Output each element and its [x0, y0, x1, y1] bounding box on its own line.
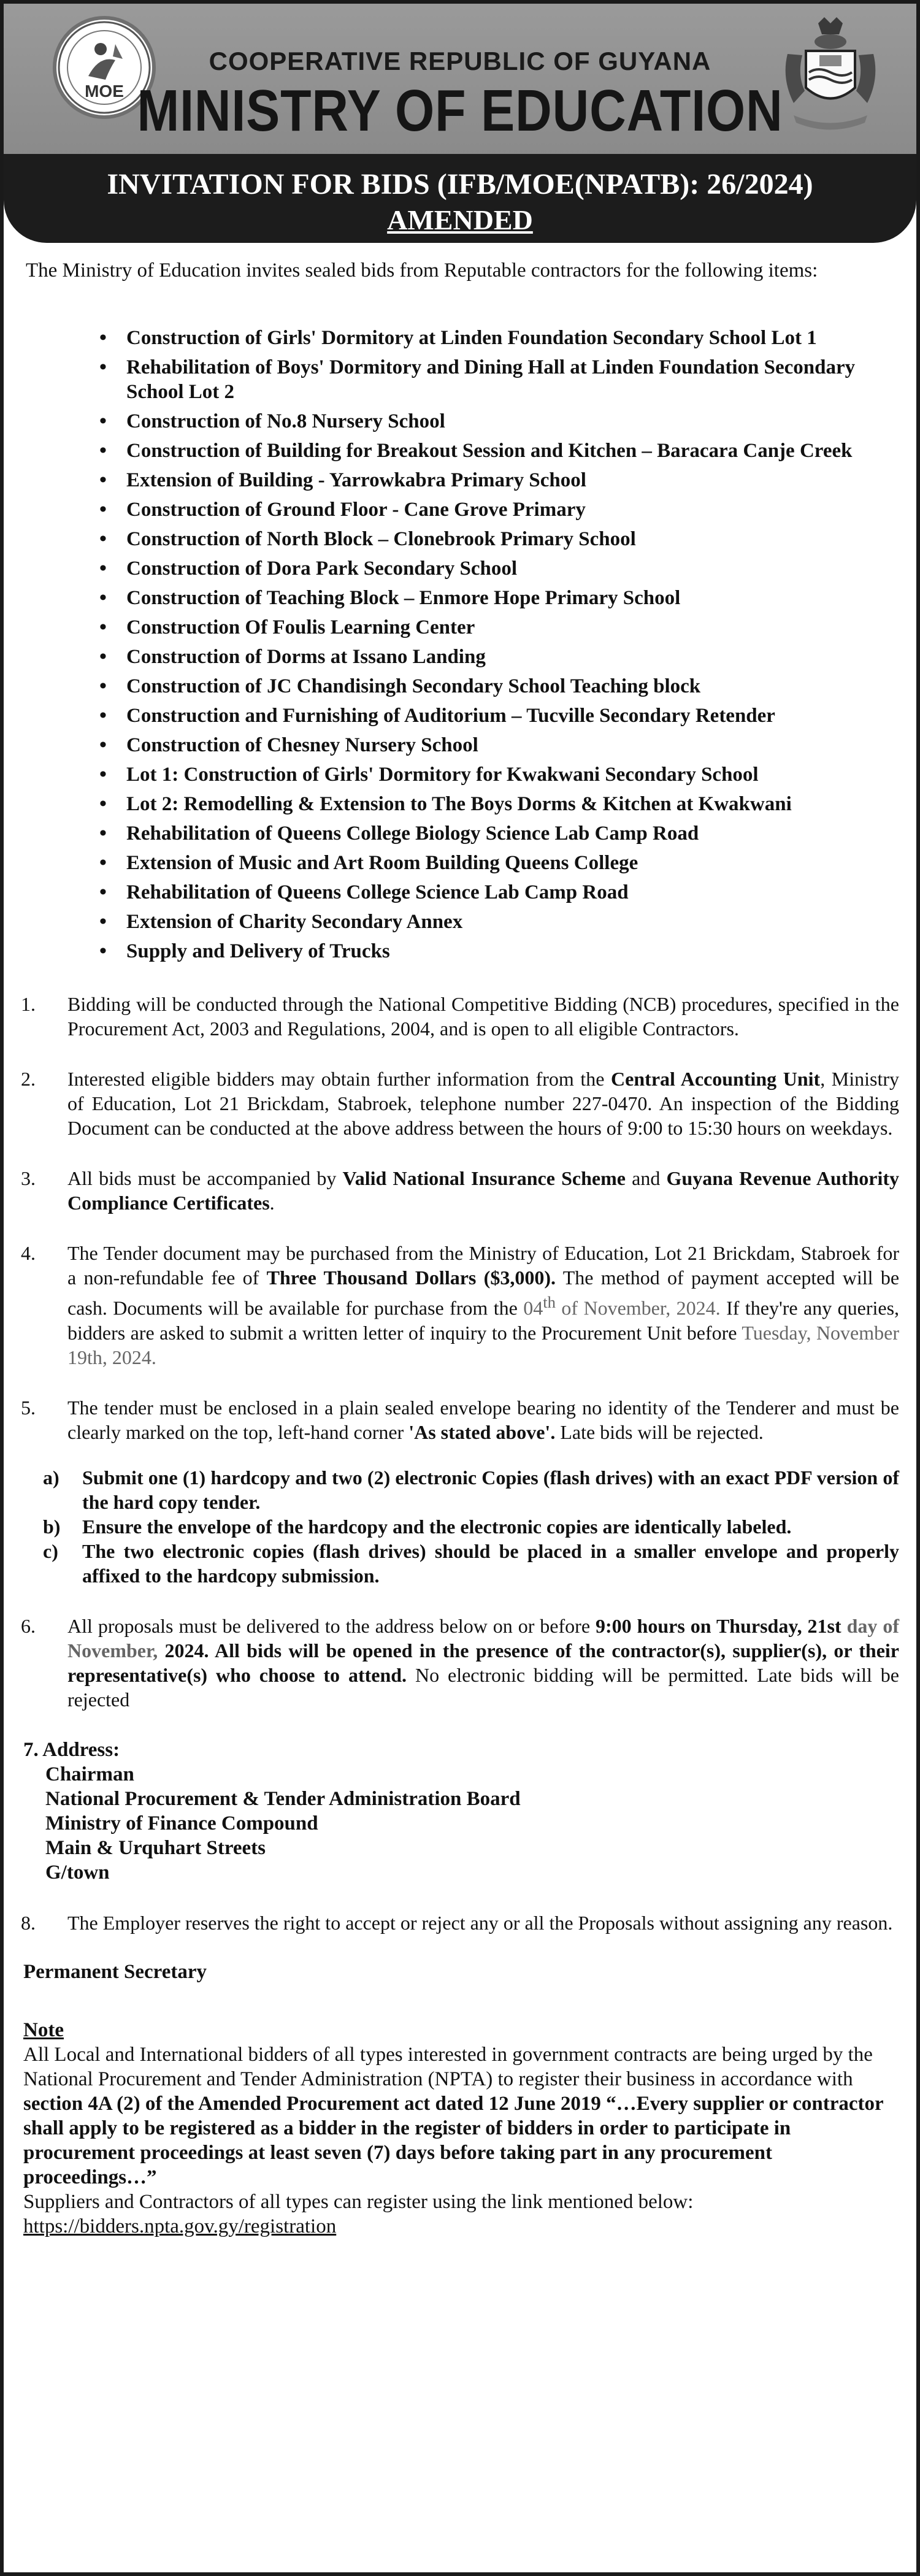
address-line: Main & Urquhart Streets	[45, 1836, 266, 1859]
registration-link[interactable]: https://bidders.npta.gov.gy/registration	[23, 2215, 337, 2237]
list-item: • Construction of North Block – Clonebrook Primary School	[126, 527, 887, 551]
clause-emphasis: Three Thousand Dollars ($3,000).	[266, 1267, 556, 1289]
registration-note	[23, 2018, 894, 2239]
list-item: • Construction of JC Chandisingh Secondary School Teaching block	[126, 674, 887, 699]
requirement-text: Submit one (1) hardcopy and two (2) electronic Copies (flash drives) with an exact PDF version of the hard copy tender.	[82, 1466, 899, 1513]
list-item: • Lot 1: Construction of Girls' Dormitory for Kwakwani Secondary School	[126, 762, 887, 787]
list-item: • Extension of Building - Yarrowkabra Primary School	[126, 468, 887, 493]
address-line: Ministry of Finance Compound	[45, 1812, 318, 1834]
clause-text: No electronic bidding will be permitted. Late bids will be rejected	[67, 1663, 900, 1711]
clause-number: 3.	[21, 1167, 36, 1189]
list-item: • Rehabilitation of Queens College Biology Science Lab Camp Road	[126, 821, 887, 846]
notice-header	[4, 4, 916, 236]
clause-1	[21, 992, 899, 1041]
clause-text: Bidding will be conducted through the National Competitive Bidding (NCB) procedures, specified in the Procurement Act, 2003 and Regulations, 2004, and is open to all eligible Contractors.	[67, 993, 899, 1040]
clause-4	[21, 1241, 899, 1370]
country-name: COOPERATIVE REPUBLIC OF GUYANA	[209, 47, 711, 75]
guyana-coat-of-arms-icon	[775, 17, 886, 134]
requirement-a	[43, 1465, 899, 1514]
clause-text: If they're any queries, bidders are asked to submit a written letter of inquiry to the Procurement Unit before	[67, 1297, 900, 1344]
purchase-start-date: of November, 2024.	[555, 1297, 721, 1319]
clause-emphasis: 'As stated above'.	[408, 1420, 556, 1443]
address-lines	[23, 1762, 899, 1885]
svg-text:MOE: MOE	[85, 82, 124, 101]
submission-requirements	[21, 1465, 899, 1588]
clause-emphasis: Guyana Revenue Authority Compliance Certificates	[67, 1167, 900, 1214]
list-item: • Construction of Dorms at Issano Landing	[126, 645, 887, 669]
requirement-letter: a)	[43, 1466, 59, 1489]
clause-number: 1.	[21, 993, 36, 1015]
clause-text: All proposals must be delivered to the address below on or before	[67, 1614, 596, 1637]
deadline-month: day of November,	[67, 1614, 900, 1662]
clause-8	[21, 1911, 899, 1935]
clause-emphasis: Valid National Insurance Scheme	[342, 1167, 626, 1189]
clause-text: The Employer reserves the right to accept or reject any or all the Proposals without assigning any reason.	[67, 1911, 893, 1934]
list-item: • Extension of Charity Secondary Annex	[126, 910, 887, 934]
list-item: • Construction of Ground Floor - Cane Grove Primary	[126, 497, 887, 522]
clause-emphasis: 2024. All bids will be opened in the presence of the contractor(s), supplier(s), or their representative(s) who choose to attend.	[67, 1639, 899, 1686]
clause-3	[21, 1166, 899, 1215]
list-item: • Rehabilitation of Queens College Science Lab Camp Road	[126, 880, 887, 905]
clause-emphasis: 9:00 hours on Thursday, 21st	[595, 1614, 841, 1637]
clause-text: The method of payment accepted will be cash. Documents will be available for purchase from the	[67, 1267, 900, 1319]
clause-emphasis: Central Accounting Unit	[611, 1068, 821, 1090]
title-banner	[4, 154, 916, 243]
requirement-text: Ensure the envelope of the hardcopy and the electronic copies are identically labeled.	[82, 1515, 792, 1538]
clause-text: , Ministry of Education, Lot 21 Brickdam, Stabroek, telephone number 227-0470. An inspection of the Bidding Document can be conducted at the above address between the hours of 9:00 to 15:30 hours on weekdays.	[67, 1068, 900, 1139]
ministry-name: MINISTRY OF EDUCATION	[137, 78, 783, 144]
note-text: All Local and International bidders of all types interested in government contracts are being urged by the National Procurement and Tender Administration (NPTA) to register their business in accordance with	[23, 2043, 873, 2090]
submission-address	[23, 1738, 899, 1885]
list-item: • Construction of Teaching Block – Enmore Hope Primary School	[126, 586, 887, 610]
address-heading: 7. Address:	[23, 1738, 120, 1761]
list-item: • Construction and Furnishing of Auditorium – Tucville Secondary Retender	[126, 703, 887, 728]
clause-text: The tender must be enclosed in a plain sealed envelope bearing no identity of the Tenderer and must be clearly marked on the top, left-hand corner	[67, 1396, 899, 1443]
clause-text: and	[625, 1167, 667, 1189]
requirement-b	[43, 1514, 899, 1539]
clause-6	[21, 1614, 899, 1712]
address-line: Chairman	[45, 1763, 134, 1785]
clause-text: Late bids will be rejected.	[555, 1420, 764, 1443]
clause-number: 2.	[21, 1068, 36, 1090]
list-item: • Lot 2: Remodelling & Extension to The Boys Dorms & Kitchen at Kwakwani	[126, 792, 887, 816]
list-item: • Construction of Chesney Nursery School	[126, 733, 887, 757]
list-item: • Extension of Music and Art Room Building Queens College	[126, 851, 887, 875]
clause-number: 6.	[21, 1614, 36, 1637]
requirement-c	[43, 1539, 899, 1588]
list-item: • Supply and Delivery of Trucks	[126, 939, 887, 964]
clause-2	[21, 1067, 899, 1140]
clause-text: .	[269, 1192, 275, 1214]
clause-number: 5.	[21, 1396, 36, 1419]
list-item: • Construction of Girls' Dormitory at Linden Foundation Secondary School Lot 1	[126, 326, 887, 350]
clause-5	[21, 1395, 899, 1444]
bid-items-list	[21, 326, 899, 964]
address-line: G/town	[45, 1861, 110, 1884]
list-item: • Construction of Building for Breakout Session and Kitchen – Baracara Canje Creek	[126, 439, 887, 463]
notice-body	[21, 258, 899, 2239]
list-item: • Construction Of Foulis Learning Center	[126, 615, 887, 640]
note-text: Suppliers and Contractors of all types can register using the link mentioned below:	[23, 2190, 694, 2213]
inquiry-deadline: Tuesday, November 19th, 2024.	[67, 1321, 900, 1368]
requirement-text: The two electronic copies (flash drives) should be placed in a smaller envelope and properly affixed to the hardcopy submission.	[82, 1539, 899, 1587]
clause-text: The Tender document may be purchased from the Ministry of Education, Lot 21 Brickdam, Stabroek for a non-refundable fee of	[67, 1242, 899, 1289]
signoff: Permanent Secretary	[23, 1960, 207, 1983]
intro-text: The Ministry of Education invites sealed bids from Reputable contractors for the following items:	[26, 259, 818, 282]
numbered-clauses	[21, 992, 899, 1712]
clause-text: All bids must be accompanied by	[67, 1167, 343, 1189]
notice-title: INVITATION FOR BIDS (IFB/MOE(NPATB): 26/2024)	[107, 168, 813, 201]
requirement-letter: c)	[43, 1539, 58, 1562]
address-line: National Procurement & Tender Administration Board	[45, 1787, 521, 1810]
clause-number: 8.	[21, 1911, 36, 1934]
list-item: • Construction of Dora Park Secondary School	[126, 556, 887, 581]
list-item: • Rehabilitation of Boys' Dormitory and Dining Hall at Linden Foundation Secondary School Lot 2	[126, 355, 887, 404]
clause-number: 4.	[21, 1242, 36, 1264]
list-item: • Construction of No.8 Nursery School	[126, 409, 887, 434]
purchase-start-day: 04	[523, 1297, 543, 1319]
amended-label: AMENDED	[387, 204, 533, 236]
requirement-letter: b)	[43, 1515, 61, 1538]
note-title: Note	[23, 2018, 64, 2041]
note-emphasis: section 4A (2) of the Amended Procurement act dated 12 June 2019 “…Every supplier or contractor shall apply to be registered as a bidder in the register of bidders in order to participate in procurement proceedings at least seven (7) days before taking part in any procurement proceedings…”	[23, 2092, 884, 2188]
clause-text: Interested eligible bidders may obtain further information from the	[67, 1068, 611, 1090]
day-suffix: th	[543, 1293, 556, 1311]
